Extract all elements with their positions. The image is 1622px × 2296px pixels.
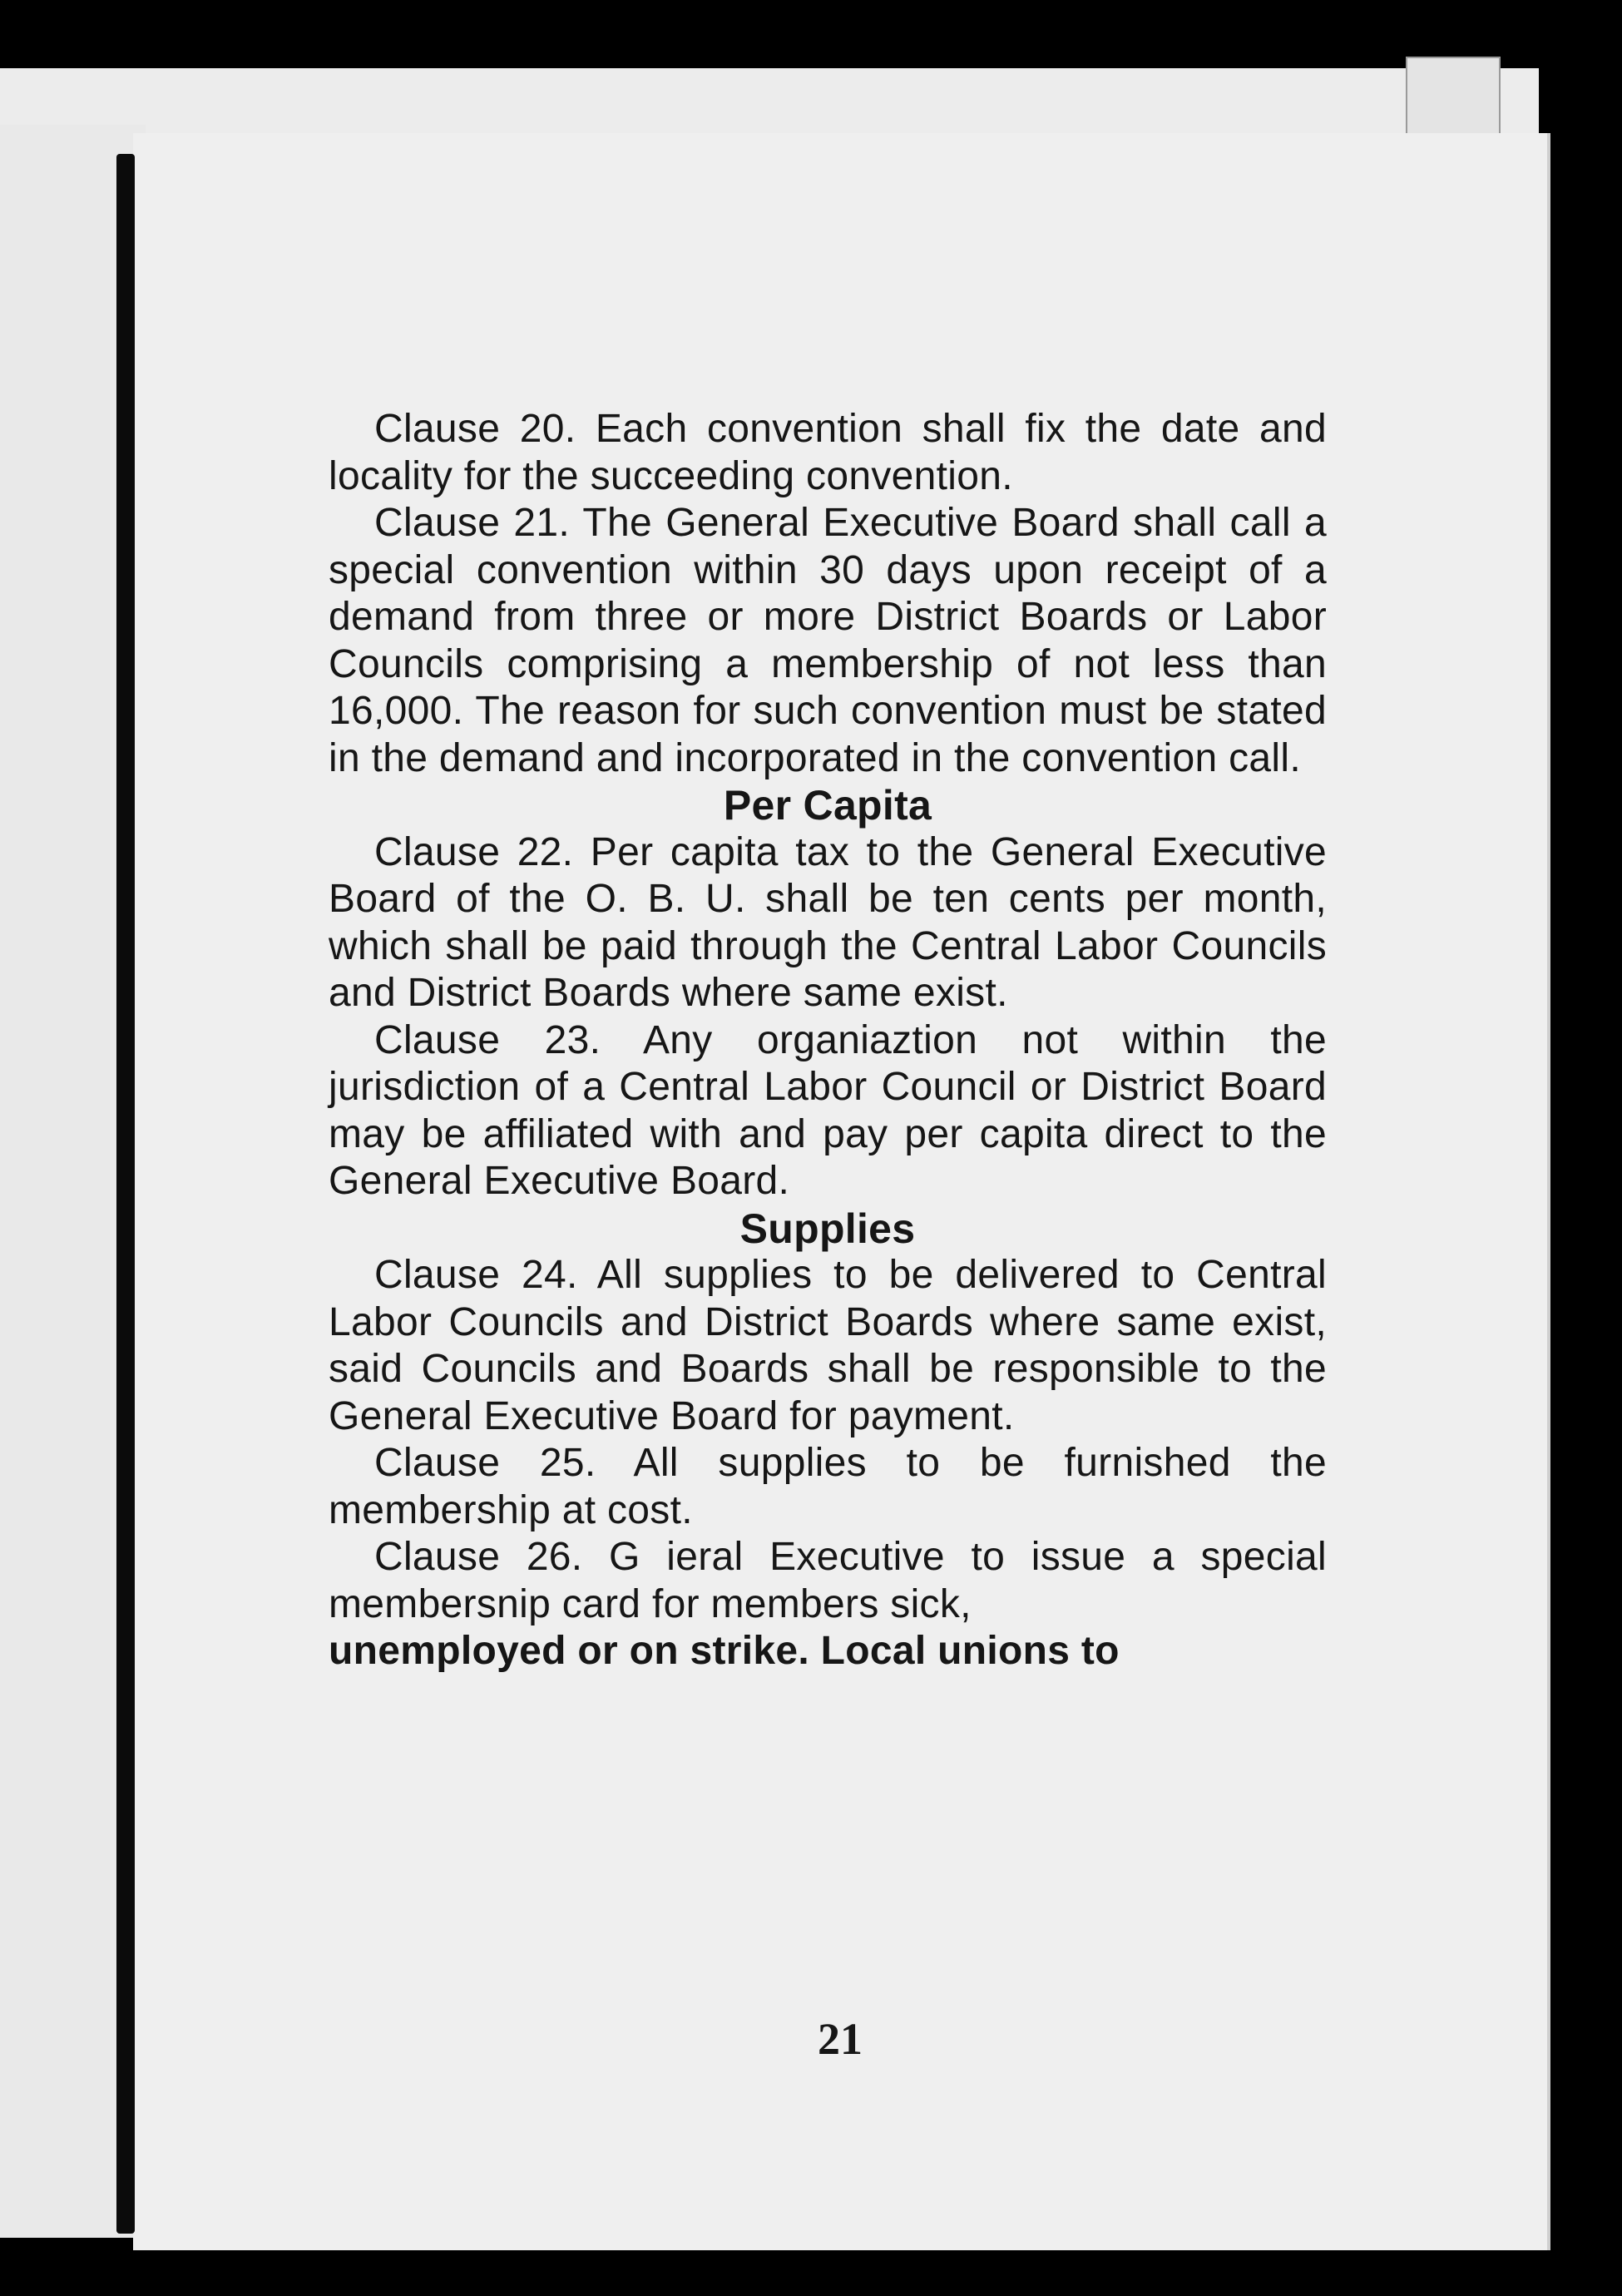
heading-supplies: Supplies <box>739 1205 916 1252</box>
clause-26: Clause 26. G ieral Executive to issue a special membersnip card for members sick, <box>329 1535 1327 1626</box>
page-tab <box>1406 57 1501 137</box>
clause-22: Clause 22. Per capita tax to the General Executive Board of the O. B. U. shall be ten cents per month, which shall be paid through the Central Labor Councils and District Boards where same exist. <box>329 829 1327 1015</box>
book-spine <box>116 154 135 2234</box>
clause-24: Clause 24. All supplies to be delivered to Central Labor Councils and District Boards where same exist, said Councils and Boards shall be responsible to the General Executive Board for payment. <box>329 1253 1327 1438</box>
clause-25: Clause 25. All supplies to be furnished the membership at cost. <box>329 1441 1327 1532</box>
page-number: 21 <box>818 2014 863 2064</box>
body-text <box>329 406 1327 1675</box>
heading-per-capita: Per Capita <box>723 782 932 829</box>
clause-23: Clause 23. Any organiaztion not within the jurisdiction of a Central Labor Council or District Board may be affiliated with and pay per capita direct to the General Executive Board. <box>329 1017 1327 1203</box>
clause-21: Clause 21. The General Executive Board shall call a special convention within 30 days upon receipt of a demand from three or more District Boards or Labor Councils comprising a membership of not less than 16,000. The reason for such convention must be stated in the demand and incorporated in the convention call. <box>329 501 1327 780</box>
page-top-edge <box>0 68 1539 135</box>
clause-20: Clause 20. Each convention shall fix the date and locality for the succeeding convention. <box>329 407 1327 498</box>
clause-26-continued: unemployed or on strike. Local unions to <box>329 1629 1120 1673</box>
